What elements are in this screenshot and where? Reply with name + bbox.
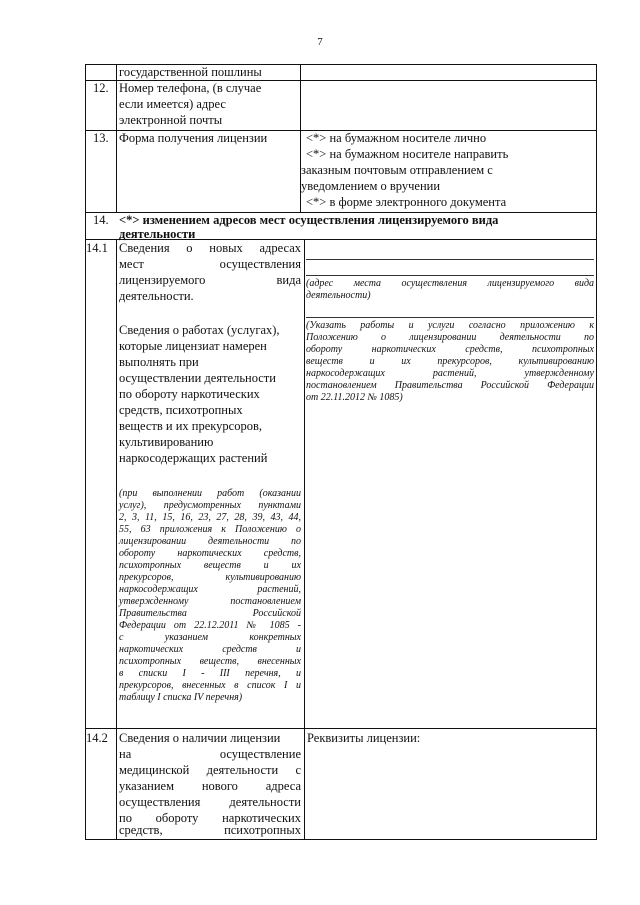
row-13-label: Форма получения лицензии xyxy=(119,131,268,145)
table-border-num-lower xyxy=(116,239,117,840)
address-input-line-2[interactable] xyxy=(306,275,594,276)
option-paper-in-person: <*> на бумажном носителе лично xyxy=(306,131,487,145)
form-table: государственной пошлины 12. Номер телефона, (в случае если имеется) адрес электронной почты 13. Форма получения лицензии <*> на бумажном носителе лично <*> на бумажном носителе направить заказным почтовым отправлением с уведомлением о вручении <*> в форме электронного документа 14. <*> изменением адресов мест осуществления лицензируемого вида деятельности 14.1 Сведения о новых адресах мест осуществления лицензируемого вида деятельности. (адрес места осуществления лицензируемого вида деятельности) Сведения о работах (услугах), которые лицензиат намерен выполнять при осуществлении деятельности по обороту наркотических средств, психотропных веществ и их прекурсоров, культивированию наркосодержащих растений (Указать работы и услуги согласно приложению к Положению о лицензировании деятельности по обороту наркотических средств, психотропных веществ и их прекурсоров, культивированию наркосодержащих растений, утвержденному постановлением Правительства Российской Федерации от 22.11.2012 № 1085) (при выполнении работ (оказании услуг), предусмотренных пунктами 2, 3, 11, 15, 16, 23, 27, 28, 39, 43, 44, 55, 63 приложения к Положению о лицензировании деятельности по обороту наркотических средств, психотропных веществ и их прекурсоров, культивированию наркосодержащих растений, утвержденному постановлением Правительства Российской Федерации от 22.12.2011 № 1085 - с указанием конкретных наркотических средств и психотропных веществ, внесенных в списки I - III перечня, и прекурсоров, внесенных в список I и таблицу I списка IV перечня) 14.2 Сведения о наличии лицензии на осуществление медицинской деятельности с указанием нового адреса осуществления деятельности по обороту наркотических средств, психотропных Реквизиты лицензии: xyxy=(85,64,597,840)
row-sep-14-1 xyxy=(85,728,597,729)
row-11-label: государственной пошлины xyxy=(119,65,262,79)
row-14-1-number: 14.1 xyxy=(86,241,108,255)
row-14-number: 14. xyxy=(93,213,109,227)
address-input-line-1[interactable] xyxy=(306,259,594,260)
option-paper-mail: <*> на бумажном носителе направить xyxy=(306,147,509,161)
row-13-number: 13. xyxy=(93,131,109,145)
license-details-field[interactable]: Реквизиты лицензии: xyxy=(307,731,421,745)
table-border-mid-lower xyxy=(304,239,305,840)
option-electronic: <*> в форме электронного документа xyxy=(306,195,507,209)
table-border-bottom xyxy=(85,839,597,840)
table-border-num xyxy=(116,64,117,212)
row-12-number: 12. xyxy=(93,81,109,95)
works-input-line[interactable] xyxy=(306,317,594,318)
table-border-left xyxy=(85,64,86,840)
table-border-right xyxy=(596,64,597,840)
row-14-2-number: 14.2 xyxy=(86,731,108,745)
page-number: 7 xyxy=(317,36,323,48)
